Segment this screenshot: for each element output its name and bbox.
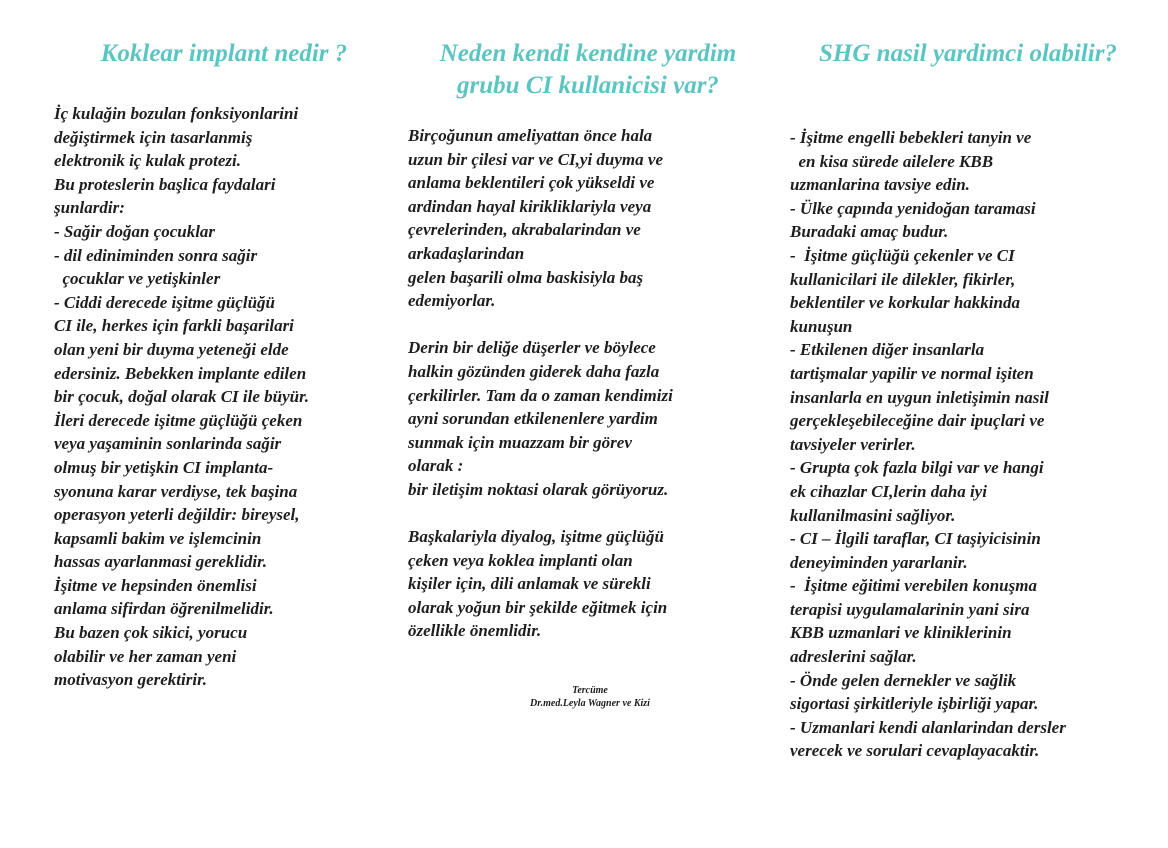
- column-body-text: İç kulağin bozulan fonksiyonlarini değiştirmek için tasarlanmiş elektronik iç kulak protezi. Bu proteslerin başlica faydalari şunlardir: - Sağir doğan çocuklar - dil ediniminden sonra sağir çocuklar ve yetişkinler - Ciddi derecede işitme güçlüğü CI ile, herkes için farkli başarilari olan yeni bir duyma yeteneği elde edersiniz. Bebekken implante edilen bir çocuk, doğal olarak CI ile büyür. İleri derecede işitme güçlüğü çeken veya yaşaminin sonlarinda sağir olmuş bir yetişkin CI implanta- syonuna karar verdiyse, tek başina operasyon yeterli değildir: bireysel, kapsamli bakim ve işlemcinin hassas ayarlanmasi gereklidir. İşitme ve hepsinden önemlisi anlama sifirdan öğrenilmelidir. Bu bazen çok sikici, yorucu olabilir ve her zaman yeni motivasyon gerektirir.: [54, 104, 310, 690]
- column-heading: Koklear implant nedir ?: [100, 40, 348, 67]
- translation-credit: [520, 684, 660, 710]
- column-body-text: Birçoğunun ameliyattan önce hala uzun bir çilesi var ve CI,yi duyma ve anlama beklentileri çok yükseldi ve ardindan hayal kirikliklariyla veya çevrelerinden, akrabalarindan ve arkadaşlarindan gelen başarili olma baskisiyla baş edemiyorlar. Derin bir deliğe düşerler ve böylece halkin gözünden giderek daha fazla çerkilirler. Tam da o zaman kendimizi ayni sorundan etkilenenlere yardim sunmak için muazzam bir görev olarak : bir iletişim noktasi olarak görüyoruz. Başkalariyla diyalog, işitme güçlüğü çeken veya koklea implanti olan kişiler için, dili anlamak ve sürekli olarak yoğun bir şekilde eğitmek için özellikle önemlidir.: [408, 126, 673, 641]
- credit-label: Tercüme: [572, 685, 608, 696]
- column-heading: SHG nasil yardimci olabilir?: [819, 40, 1117, 67]
- column-heading: Neden kendi kendine yardim grubu CI kullanicisi var?: [439, 40, 737, 99]
- credit-translator: Dr.med.Leyla Wagner ve Kizi: [530, 698, 650, 709]
- column-body-text: - İşitme engelli bebekleri tanyin ve en kisa sürede ailelere KBB uzmanlarina tavsiye edin. - Ülke çapında yenidoğan taramasi Buradaki amaç budur. - İşitme güçlüğü çekenler ve CI kullanicilari ile dilekler, fikirler, beklentiler ve korkular hakkinda kunuşun - Etkilenen diğer insanlarla tartişmalar yapilir ve normal işiten insanlarla en uygun inletişimin nasil gerçekleşebileceğine dair ipuçlari ve tavsiyeler verirler. - Grupta çok fazla bilgi var ve hangi ek cihazlar CI,lerin daha iyi kullanilmasini sağliyor. - CI – İlgili taraflar, CI taşiyicisinin deneyiminden yararlanir. - İşitme eğitimi verebilen konuşma terapisi uygulamalarinin yani sira KBB uzmanlari ve kliniklerinin adreslerini sağlar. - Önde gelen dernekler ve sağlik sigortasi şirkitleriyle işbirliği yapar. - Uzmanlari kendi alanlarindan dersler verecek ve sorulari cevaplayacaktir.: [790, 128, 1066, 761]
